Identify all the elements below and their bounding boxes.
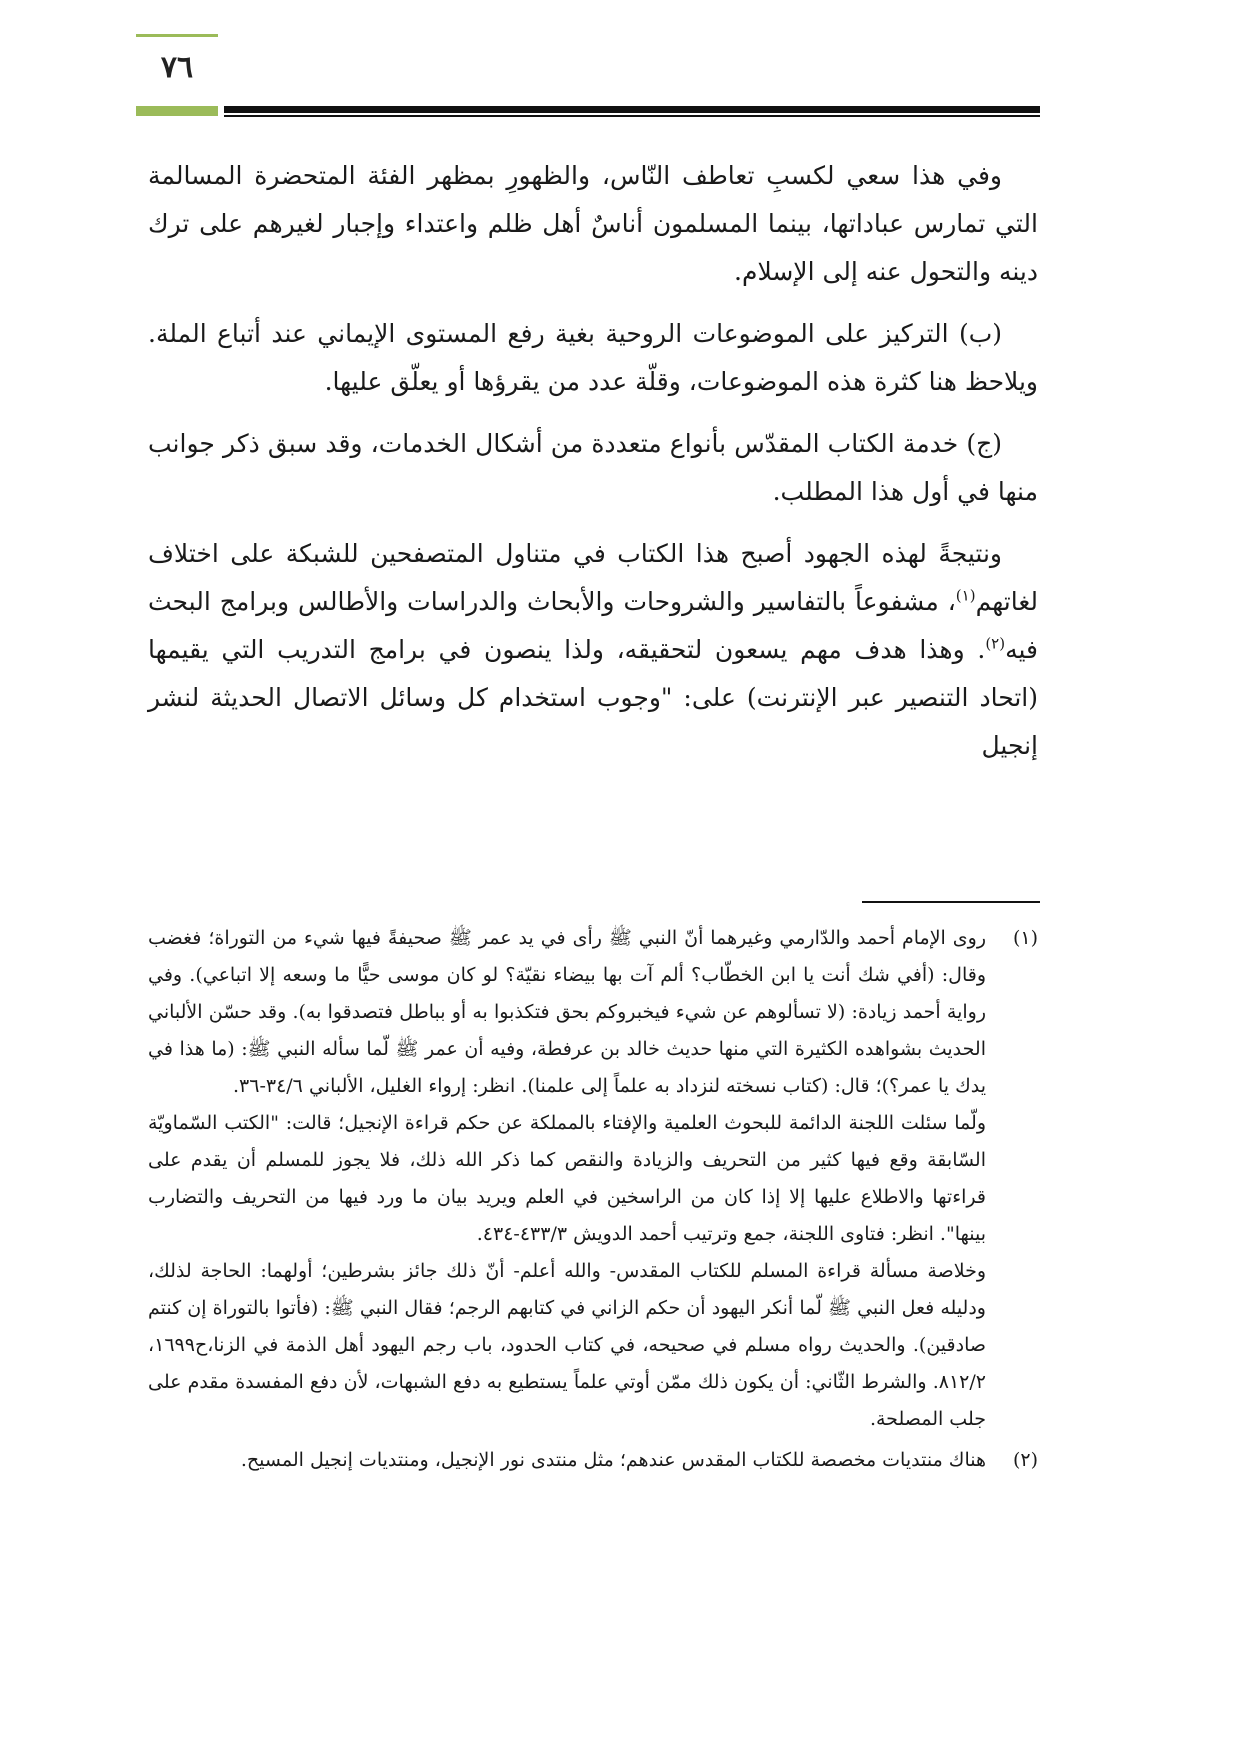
body-paragraph-last [148,530,1038,770]
footnotes [148,920,1038,1483]
footnote-ref-2[interactable]: (٢) [985,634,1006,653]
body-paragraph: (ج) خدمة الكتاب المقدّس بأنواع متعددة من أشكال الخدمات، وقد سبق ذكر جوانب منها في أول هذا المطلب. [148,429,1038,506]
footnote-1 [148,920,1038,1438]
footnote-paragraph: وخلاصة مسألة قراءة المسلم للكتاب المقدس- والله أعلم- أنّ ذلك جائز بشرطين؛ أولهما: الحاجة لذلك، ودليله فعل النبي ﷺ لّما أنكر اليهود أن حكم الزاني في كتابهم الرجم؛ فقال النبي ﷺ: (فأتوا بالتوراة إن كنتم صادقين). والحديث رواه مسلم في صحيحه، في كتاب الحدود، باب رجم اليهود أهل الذمة في الزنا،ح١٦٩٩، ٨١٢/٢. والشرط الثّاني: أن يكون ذلك ممّن أوتي علماً يستطيع به دفع الشبهات، لأن دفع المفسدة مقدم على جلب المصلحة. [148,1260,986,1430]
footnote-2 [148,1442,1038,1479]
footnote-marker: (١) [1012,927,1038,949]
footnote-paragraph: هناك منتديات مخصصة للكتاب المقدس عندهم؛ مثل منتدى نور الإنجيل، ومنتديات إنجيل المسيح. [240,1449,986,1471]
body-paragraph-part: ، مشفوعاً بالتفاسير والشروحات والأبحاث والدراسات والأطالس وبرامج البحث فيه [148,587,1038,664]
body-paragraph: (ب) التركيز على الموضوعات الروحية بغية رفع المستوى الإيماني عند أتباع الملة. ويلاحظ هنا كثرة هذه الموضوعات، وقلّة عدد من يقرؤها أو يعلّق عليها. [148,319,1038,396]
header-rule-thin [224,115,1040,117]
page-number-box [136,30,218,118]
header-rule [224,106,1040,118]
header-rule-thick [224,106,1040,113]
page-number-bottom-bar [136,106,218,116]
body-paragraph-part: . وهذا هدف مهم يسعون لتحقيقه، ولذا ينصون في برامج التدريب التي يقيمها (اتحاد التنصير عبر الإنترنت) على: "وجوب استخدام كل وسائل الاتصال الحديثة لنشر إنجيل [148,635,1038,760]
footnote-paragraph: ولّما سئلت اللجنة الدائمة للبحوث العلمية والإفتاء بالمملكة عن حكم قراءة الإنجيل؛ قالت: "الكتب السّماويّة السّابقة وقع فيها كثير من التحريف والزيادة والنقص كما ذكر الله ذلك، فلا يجوز للمسلم أن يقدم على قراءتها والاطلاع عليها إلا إذا كان من الراسخين في العلم ويريد بيان ما ورد فيها من التحريف والتضارب بينها". انظر: فتاوى اللجنة، جمع وترتيب أحمد الدويش ٤٣٣/٣-٤٣٤. [148,1112,986,1245]
footnote-marker: (٢) [1012,1449,1038,1471]
footnote-paragraph: روى الإمام أحمد والدّارمي وغيرهما أنّ النبي ﷺ رأى في يد عمر ﷺ صحيفةً فيها شيء من التوراة؛ فغضب وقال: (أفي شك أنت يا ابن الخطّاب؟ ألم آت بها بيضاء نقيّة؟ لو كان موسى حيًّا ما وسعه إلا اتباعي). وفي رواية أحمد زيادة: (لا تسألوهم عن شيء فيخبروكم بحق فتكذبوا به أو بباطل فتصدقوا به). وقد حسّن الألباني الحديث بشواهده الكثيرة التي منها حديث خالد بن عرفطة، وفيه أن عمر ﷺ لّما سأله النبي ﷺ: (ما هذا في يدك يا عمر؟)؛ قال: (كتاب نسخته لنزداد به علماً إلى علمنا). انظر: إرواء الغليل، الألباني ٣٤/٦-٣٦. [148,927,986,1097]
footnote-ref-1[interactable]: (١) [955,586,976,605]
page-number: ٧٦ [160,50,194,85]
footnote-separator [862,901,1040,903]
body-paragraph-part: ونتيجةً لهذه الجهود أصبح هذا الكتاب في متناول المتصفحين للشبكة على اختلاف لغاتهم [148,539,1038,616]
page-number-top-bar [136,34,218,37]
body-paragraph: وفي هذا سعي لكسبِ تعاطف النّاس، والظهورِ بمظهر الفئة المتحضرة المسالمة التي تمارس عباداتها، بينما المسلمون أناسٌ أهل ظلم واعتداء وإجبار لغيرهم على ترك دينه والتحول عنه إلى الإسلام. [148,161,1038,286]
body-text [148,152,1038,784]
